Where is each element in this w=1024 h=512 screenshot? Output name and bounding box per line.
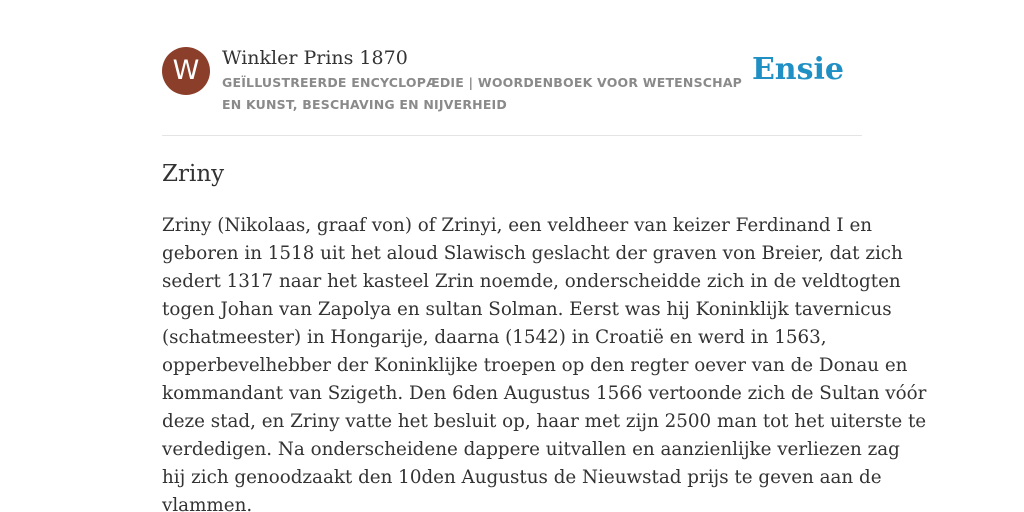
source-avatar[interactable]: W bbox=[162, 47, 210, 95]
entry-body-line: geboren in 1518 uit het aloud Slawisch geslacht der graven von Breier, dat zich bbox=[162, 243, 903, 264]
ensie-logo-link[interactable]: Ensie bbox=[751, 52, 844, 87]
header-divider bbox=[162, 135, 862, 136]
source-subtitle: GEÏLLUSTREERDE ENCYCLOPÆDIE | WOORDENBOEK VOOR WETENSCHAP EN KUNST, BESCHAVING EN NIJVERHEID bbox=[222, 75, 743, 112]
entry-body-line: sedert 1317 naar het kasteel Zrin noemde, onderscheidde zich in de veldtogten bbox=[162, 271, 901, 292]
entry-body-line: kommandant van Szigeth. Den 6den Augustus 1566 vertoonde zich de Sultan vóór bbox=[162, 383, 927, 404]
entry-body-line: opperbevelhebber der Koninklijke troepen op den regter oever van de Donau en bbox=[162, 355, 908, 376]
entry-body-line: verdedigen. Na onderscheidene dappere uitvallen en aanzienlijke verliezen zag bbox=[162, 439, 900, 460]
entry-body-line: hij zich genoodzaakt den 10den Augustus de Nieuwstad prijs te geven aan de bbox=[162, 467, 882, 488]
entry-body-line: togen Johan van Zapolya en sultan Solman. Eerst was hij Koninklijk tavernicus bbox=[162, 299, 892, 320]
entry-body-line: deze stad, en Zriny vatte het besluit op, haar met zijn 2500 man tot het uiterste te bbox=[162, 411, 927, 432]
source-header bbox=[162, 44, 862, 136]
entry-body bbox=[162, 212, 927, 512]
source-title[interactable]: Winkler Prins 1870 bbox=[222, 47, 408, 69]
entry-body-line: vlammen. bbox=[162, 495, 253, 512]
entry-body-line: (schatmeester) in Hongarije, daarna (1542) in Croatië en werd in 1563, bbox=[162, 327, 827, 348]
entry-body-line: Zriny (Nikolaas, graaf von) of Zrinyi, een veldheer van keizer Ferdinand I en bbox=[162, 215, 873, 236]
entry-title: Zriny bbox=[162, 161, 225, 187]
